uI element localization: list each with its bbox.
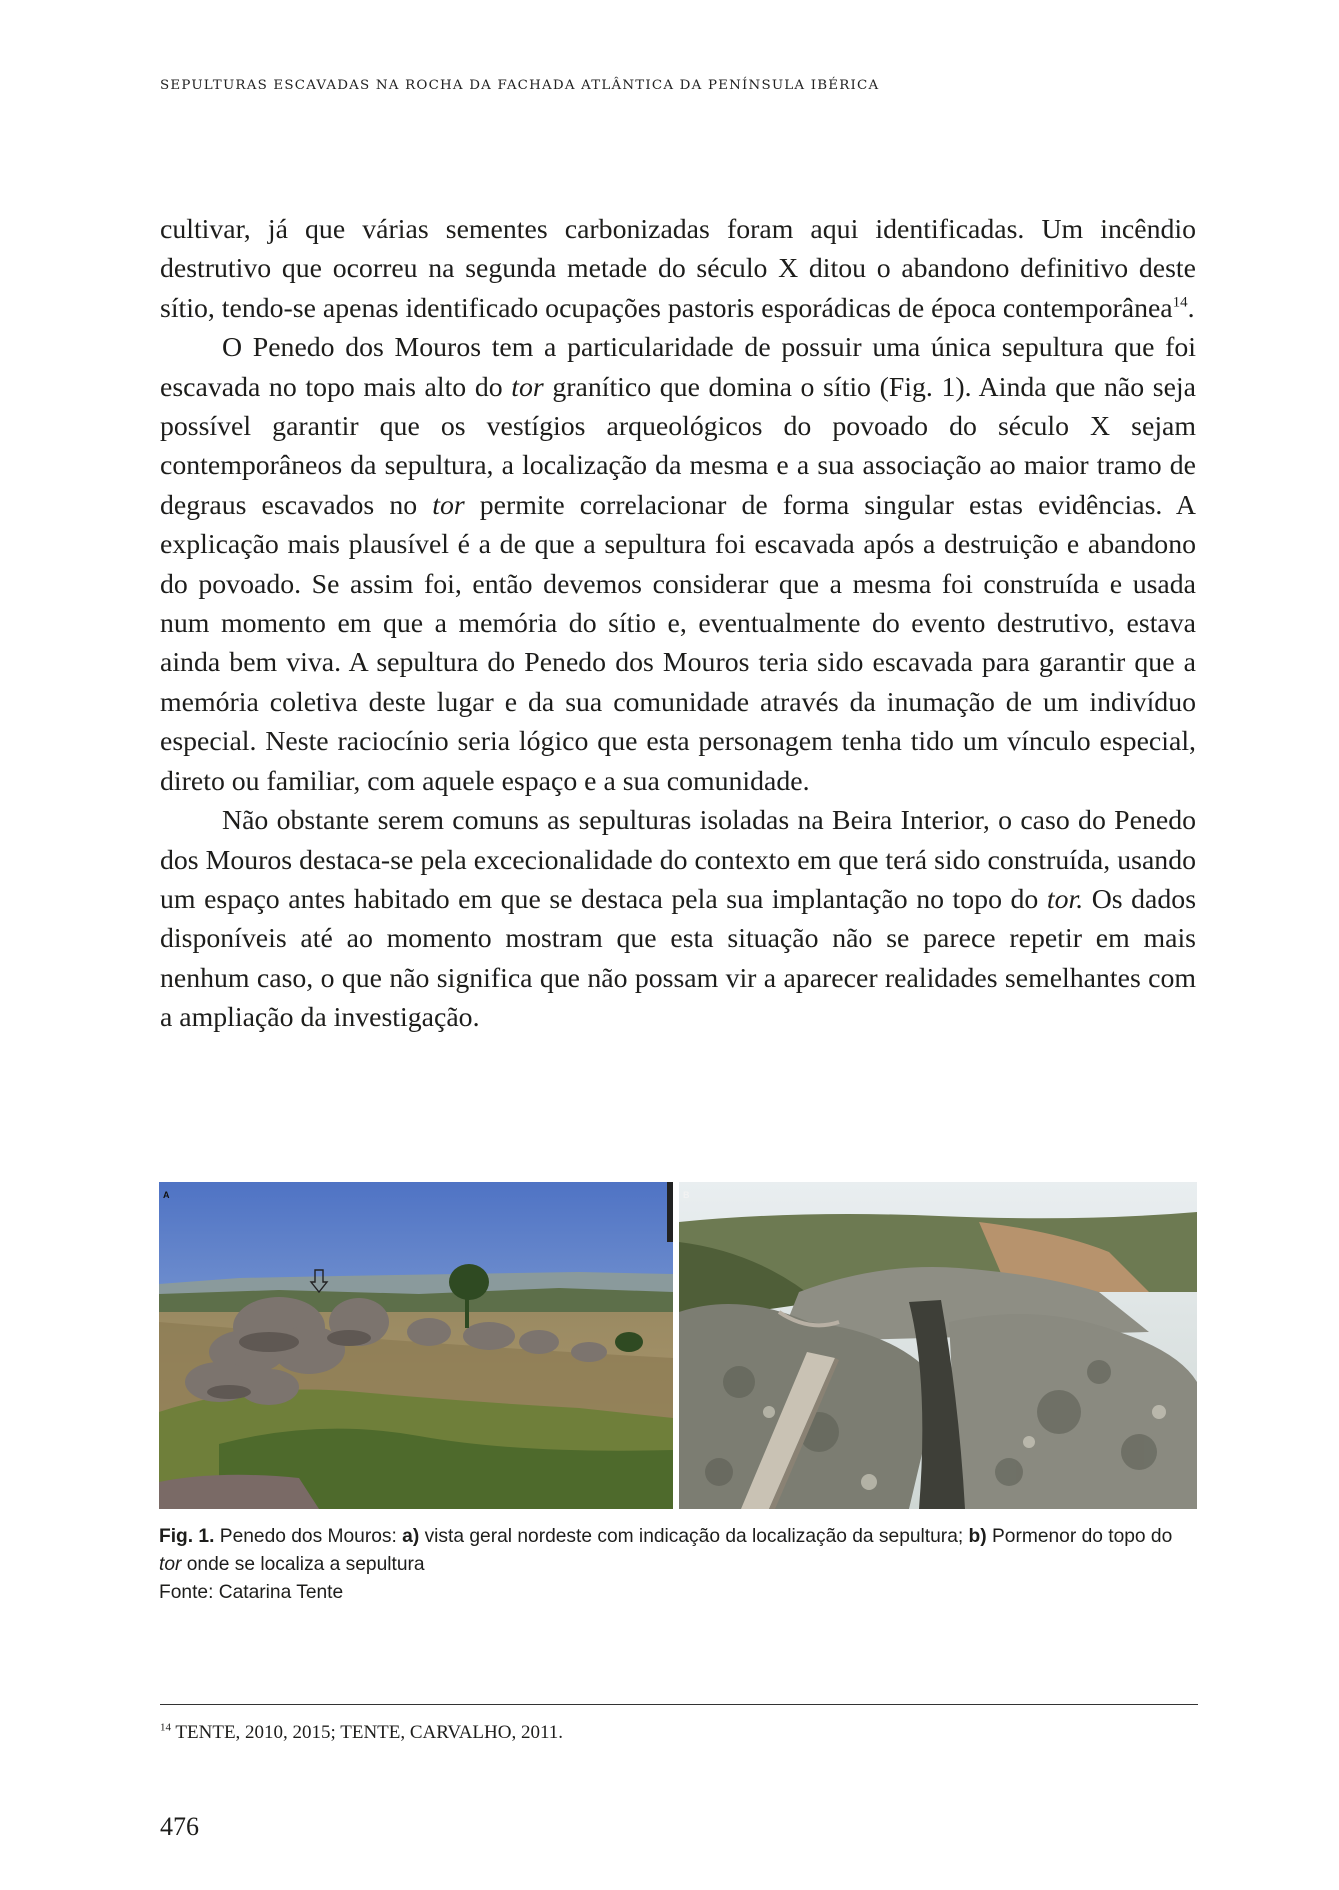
paragraph-1: cultivar, já que várias sementes carbonizadas foram aqui identificadas. Um incêndio destrutivo que ocorreu na segunda metade do século X ditou o abandono definitivo deste sítio, tendo-se apenas identificado ocupações pastoris esporádicas de época contemporânea$^{14}$. (160, 214, 1196, 324)
caption-text: Fig. 1. Penedo dos Mouros: a) vista geral nordeste com indicação da localização da sepultura; b) Pormenor do topo do tor onde se localiza a sepultura (159, 1526, 1173, 1575)
figure-1 (159, 1182, 1197, 1509)
figure-caption (159, 1523, 1199, 1607)
footnote-divider (160, 1704, 1198, 1705)
paragraph-2: O Penedo dos Mouros tem a particularidade de possuir uma única sepultura que foi escavada no topo mais alto do tor granítico que domina o sítio (Fig. 1). Ainda que não seja possível garantir que os vestígios arqueológicos do povoado do século X sejam contemporâneos da sepultura, a localização da mesma e a sua associação ao maior tramo de degraus escavados no tor permite correlacionar de forma singular estas evidências. A explicação mais plausível é a de que a sepultura foi escavada após a destruição e abandono do povoado. Se assim foi, então devemos considerar que a mesma foi construída e usada num momento em que a memória do sítio e, eventualmente do evento destrutivo, estava ainda bem viva. A sepultura do Penedo dos Mouros teria sido escavada para garantir que a memória coletiva deste lugar e da sua comunidade através da inumação de um indivíduo especial. Neste raciocínio seria lógico que esta personagem tenha tido um vínculo especial, direto ou familiar, com aquele espaço e a sua comunidade. (160, 332, 1196, 797)
photo-label-b: B (683, 1190, 690, 1200)
footnote-14: $^{14}$ TENTE, 2010, 2015; TENTE, CARVALHO, 2011. (160, 1721, 564, 1743)
footnote-ref[interactable]: 14 (1172, 294, 1188, 311)
page-number: 476 (160, 1812, 199, 1841)
landscape-photo-a (159, 1182, 673, 1509)
photo-a-general-view (159, 1182, 673, 1509)
caption-source: Fonte: Catarina Tente (159, 1582, 344, 1603)
photo-label-a: A (163, 1190, 170, 1200)
body-text (160, 210, 1196, 1038)
photo-b-tor-detail (679, 1182, 1197, 1509)
running-head: SEPULTURAS ESCAVADAS NA ROCHA DA FACHADA ATLÂNTICA DA PENÍNSULA IBÉRICA (160, 78, 880, 93)
rock-photo-b (679, 1182, 1197, 1509)
paragraph-3: Não obstante serem comuns as sepulturas isoladas na Beira Interior, o caso do Penedo dos Mouros destaca-se pela excecionalidade do contexto em que terá sido construída, usando um espaço antes habitado em que se destaca pela sua implantação no topo do tor. Os dados disponíveis até ao momento mostram que esta situação não se parece repetir em mais nenhum caso, o que não significa que não possam vir a aparecer realidades semelhantes com a ampliação da investigação. (160, 805, 1197, 1034)
